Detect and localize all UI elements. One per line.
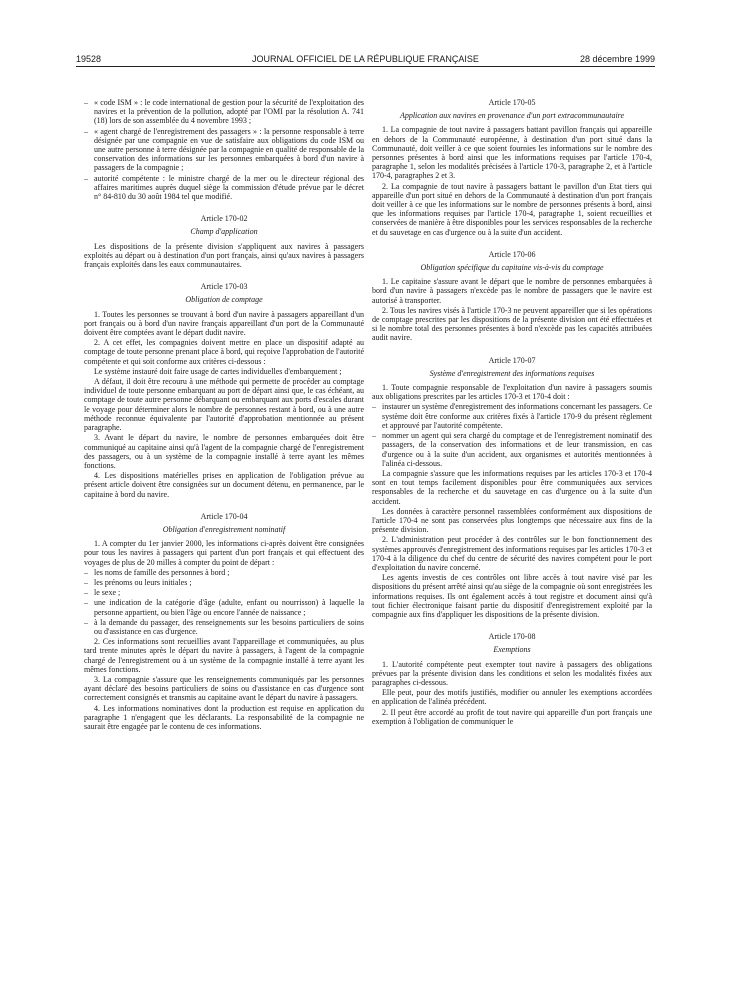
paragraph: 2. A cet effet, les compagnies doivent mettre en place un dispositif adapté au comptage de toute personne prenant place à bord, qui reçoive l'approbation de l'autorité compétente et qui soit conforme aux critères ci-dessous : (84, 338, 364, 366)
article-title: Article 170-02 (200, 214, 248, 224)
paragraph: 1. Toutes les personnes se trouvant à bord d'un navire à passagers appareillant d'un port français ou à bord d'un navire français appareillant d'un port de la Communauté doivent être comptées avant le départ dudit navire. (84, 309, 364, 338)
article-title: Article 170-08 (488, 632, 536, 642)
paragraph: Elle peut, pour des motifs justifiés, modifier ou annuler les exemptions accordées en application de l'alinéa précédent. (372, 688, 652, 707)
paragraph: 2. Tous les navires visés à l'article 170-3 ne peuvent appareiller que si les opérations de comptage prescrites par les dispositions de la présente division ont été effectuées et si le nombre total des personnes présentes à bord n'excède pas les capacités attribuées audit navire. (372, 305, 652, 343)
paragraph: 1. Le capitaine s'assure avant le départ que le nombre de personnes embarquées à bord d'un navire à passagers n'excède pas le nombre de passagers que le navire est autorisé à transporter. (372, 277, 652, 305)
paragraph: Les dispositions de la présente division s'appliquent aux navires à passagers exploités au départ ou à destination d'un port français, ainsi qu'aux navires à passagers français exploités dans les eaux communautaires. (84, 241, 364, 270)
article-subtitle: Exemptions (493, 645, 531, 655)
paragraph: 3. Avant le départ du navire, le nombre de personnes embarquées doit être communiqué au capitaine ainsi qu'à l'agent de la compagnie chargé de l'enregistrement des passagers, ou à un système de la compagnie installé à terre ayant les mêmes fonctions. (84, 433, 364, 470)
article-subtitle: Système d'enregistrement des informations requises (429, 368, 595, 378)
page-header (76, 54, 655, 67)
article-title: Article 170-04 (200, 511, 248, 521)
paragraph: 2. Il peut être accordé au profit de tout navire qui appareille d'un port français une exemption à l'obligation de communiquer le (372, 707, 652, 726)
article-title: Article 170-07 (488, 355, 536, 365)
info-list (84, 568, 364, 636)
definition-item: – « agent chargé de l'enregistrement des passagers » : la personne responsable à terre désignée par une compagnie en vue de satisfaire aux obligations du code ISM ou une autre personne à terre désignée par la compagnie en qualité de responsable de la conservation des informations sur les personnes embarquées à bord d'un navire à passagers de la compagnie ; (84, 127, 364, 173)
paragraph: La compagnie s'assure que les informations requises par les articles 170-3 et 170-4 sont en tout temps facilement disponibles pour être communiquées aux services responsables de la recherche et du sauvetage en cas d'urgence ou à la suite d'un accident. (372, 468, 652, 506)
list-item: – nommer un agent qui sera chargé du comptage et de l'enregistrement nominatif des passagers, de la conservation des informations et de leur transmission, en cas d'urgence ou à la suite d'un accident, aux organismes et autorités mentionnées à l'alinéa ci-dessous. (372, 431, 652, 468)
paragraph: 4. Les dispositions matérielles prises en application de l'obligation prévue au présent article doivent être consignées sur un document détenu, en permanence, par le capitaine à bord du navire. (84, 471, 364, 499)
article-title: Article 170-05 (488, 98, 536, 107)
definition-item: – autorité compétente : le ministre chargé de la mer ou le directeur régional des affaires maritimes auprès duquel siège la commission d'étude prévue par le décret n° 84-810 du 30 août 1984 tel que modifié. (84, 174, 364, 202)
paragraph: 3. La compagnie s'assure que les renseignements communiqués par les personnes ayant déclaré des besoins particuliers de soins ou d'assistance en cas d'urgence sont correctement consignés et transmis au capitaine avant le départ du navire à passagers. (84, 674, 364, 703)
obligations-list (372, 402, 652, 467)
article-title: Article 170-03 (200, 282, 248, 292)
paragraph: Les agents investis de ces contrôles ont libre accès à tout navire visé par les dispositions du présent arrêté ainsi qu'au siège de la compagnie où sont enregistrées les informations requises. Ils ont également accès à tout registre et document ainsi qu'à tout fichier électronique faisant partie du dispositif d'enregistrement exploité par la compagnie aux fins d'appliquer les dispositions de la présente division. (372, 573, 652, 619)
paragraph: 2. La compagnie de tout navire à passagers battant le pavillon d'un Etat tiers qui appareille d'un port situé en dehors de la Communauté à destination d'un port français doit veiller à ce que les informations sur le nombre de personnes présents à bord, ainsi que les informations requises par l'article 170-4, paragraphe 1, soient recueillies et conservées de manière à être disponibles pour les services responsables de la recherche et du sauvetage en cas d'urgence ou à la suite d'un accident. (372, 181, 652, 237)
paragraph: 2. Ces informations sont recueillies avant l'appareillage et communiquées, au plus tard trente minutes après le départ du navire à passagers, à l'agent de la compagnie chargé de l'enregistrement ou à un système de la compagnie installé à terre ayant les mêmes fonctions. (84, 637, 364, 674)
issue-date: 28 décembre 1999 (579, 54, 655, 64)
paragraph: 4. Les informations nominatives dont la production est requise en application du paragraphe 1 n'engagent que les déclarants. La responsabilité de la compagnie ne saurait être engagée par le contenu de ces informations. (84, 703, 364, 731)
page-number: 19528 (76, 54, 102, 64)
left-column (84, 98, 364, 732)
paragraph: 2. L'administration peut procéder à des contrôles sur le bon fonctionnement des systèmes approuvés d'enregistrement des informations requises par les articles 170-3 et 170-4 à la diligence du chef du centre de sécurité des navires compétent pour le port d'exploitation du navire concerné. (372, 535, 652, 572)
list-item: – les noms de famille des personnes à bord ; (84, 568, 364, 577)
paragraph: 1. L'autorité compétente peut exempter tout navire à passagers des obligations prévues par la présente division dans les conditions et selon les modalités fixées aux paragraphes ci-dessous. (372, 659, 652, 687)
paragraph: A défaut, il doit être recouru à une méthode qui permette de procéder au comptage individuel de toute personne embarquant au port de départ ainsi que, le cas échéant, au comptage de toute autre personne débarquant ou embarquant aux ports d'escales durant le voyage pour déterminer alors le nombre de personnes restant à bord, ou à une autre méthode reconnue équivalente par l'autorité d'approbation mentionnée au présent paragraphe. (84, 377, 364, 433)
paragraph: 1. A compter du 1er janvier 2000, les informations ci-après doivent être consignées pour tous les navires à passagers qui partent d'un port français et qui effectuent des voyages de plus de 20 milles à compter du point de départ : (84, 539, 364, 567)
list-item: – une indication de la catégorie d'âge (adulte, enfant ou nourrisson) à laquelle la personne appartient, ou bien l'âge ou encore l'année de naissance ; (84, 598, 364, 616)
article-subtitle: Champ d'application (190, 227, 258, 237)
list-item: – le sexe ; (84, 588, 364, 597)
paragraph: 1. Toute compagnie responsable de l'exploitation d'un navire à passagers soumis aux obligations prescrites par les articles 170-3 et 170-4 doit : (372, 383, 652, 402)
list-item: – les prénoms ou leurs initiales ; (84, 578, 364, 587)
definition-item: – « code ISM » : le code international de gestion pour la sécurité de l'exploitation des navires et la prévention de la pollution, adopté par l'OMI par la résolution A. 741 (18) lors de son assemblée du 4 novembre 1993 ; (84, 98, 364, 126)
article-subtitle: Obligation spécifique du capitaine vis-à-vis du comptage (420, 263, 604, 273)
paragraph: Les données à caractère personnel rassemblées conformément aux dispositions de l'article 170-4 ne sont pas conservées plus longtemps que nécessaire aux fins de la présente division. (372, 506, 652, 535)
list-item: – à la demande du passager, des renseignements sur les besoins particuliers de soins ou d'assistance en cas d'urgence. (84, 618, 364, 636)
article-subtitle: Application aux navires en provenance d'un port extracommunautaire (399, 111, 625, 121)
article-title: Article 170-06 (488, 249, 536, 259)
definitions-list (84, 98, 364, 201)
article-subtitle: Obligation d'enregistrement nominatif (162, 524, 286, 534)
paragraph: 1. La compagnie de tout navire à passagers battant pavillon français qui appareille en dehors de la Communauté européenne, à destination d'un port situé dans la Communauté, doit veiller à ce que soient fournies les informations sur le nombre des personnes présentes à bord ainsi que les informations requises par l'article 170-4, paragraphe 1, selon les modalités précisées à l'article 170-3, paragraphe 2, et à l'article 170-4, paragraphes 2 et 3. (372, 125, 652, 181)
journal-title: JOURNAL OFFICIEL DE LA RÉPUBLIQUE FRANÇAISE (252, 54, 479, 64)
paragraph: Le système instauré doit faire usage de cartes individuelles d'embarquement ; (94, 366, 342, 376)
right-column (372, 98, 652, 727)
article-subtitle: Obligation de comptage (185, 295, 263, 305)
list-item: – instaurer un système d'enregistrement des informations concernant les passagers. Ce système doit être conforme aux critères fixés à l'article 170-9 du présent règlement et approuvé par l'autorité compétente. (372, 402, 652, 430)
